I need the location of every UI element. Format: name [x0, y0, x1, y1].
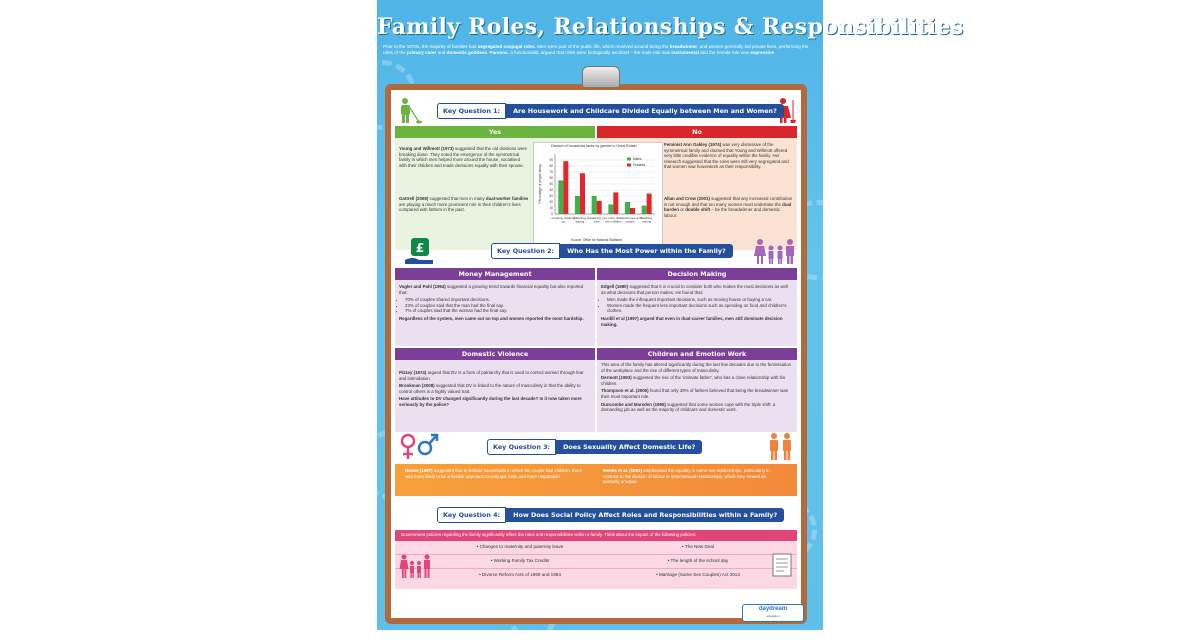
conclusion: Hardill et al (1997) argued that even in dual-career families, men still dominate decision making. — [601, 315, 783, 327]
bar-males — [642, 206, 647, 214]
bar-males — [558, 180, 563, 214]
bar-females — [613, 192, 618, 214]
bar-males — [592, 196, 597, 214]
question: Have attitudes to DV changed significantly during the last decade? Is it now taken more seriously by the police? — [399, 396, 582, 407]
list-item: • 23% of couples said that the man had the final say. — [405, 303, 591, 309]
key-question-2-text: Who Has the Most Power within the Family? — [560, 244, 733, 258]
policy-right-2: • The length of the school day — [667, 558, 729, 563]
paragraph: was very dismissive of the symmetrical family and claimed that Young and Willmott offered very little credible evidence of equality within the family. Her research suggested that the roles were still very segregated and that women saw housework as their responsibility. — [664, 142, 789, 170]
paragraph: emphasised the equality in same-sex relationships, particularly in contrast to the division of labour in heterosexual relationships, which they viewed as primarily unequal. — [603, 468, 770, 485]
intro-term: Parsons — [489, 50, 508, 56]
svg-text:£: £ — [415, 241, 425, 255]
household-tasks-chart — [533, 150, 661, 236]
y-axis-label: Percentage of people doing — [538, 164, 542, 204]
policy-text: The length of the school day — [670, 558, 729, 563]
paragraph: suggested that it is crucial to consider both who makes the most decisions as well as what decisions that person makes. He found that: — [601, 284, 788, 295]
conclusion: Regardless of the system, men came out on top and women reported the most hardship. — [399, 315, 584, 321]
bar-males — [575, 196, 580, 214]
legend-label: Males — [633, 157, 642, 161]
yes-text-2 — [399, 196, 529, 215]
citation: Young and Willmott (1973) — [399, 146, 454, 151]
daydream-logo — [742, 604, 804, 622]
y-tick-label: 0 — [551, 212, 553, 217]
y-tick-label: 90 — [549, 158, 553, 163]
poster-title: Family Roles, Relationships & Responsibilities — [377, 14, 964, 40]
children-text — [601, 362, 793, 415]
list-item: • Women made the frequent less important decisions such as spending on food and children's clothes. — [607, 303, 793, 314]
key-question-3-text: Does Sexuality Affect Domestic Life? — [556, 440, 702, 454]
document-icon — [771, 552, 795, 580]
family-group-icon — [399, 554, 433, 580]
no-header: No — [597, 126, 797, 138]
y-tick-label: 20 — [549, 200, 553, 205]
citation: Dermott (1993) — [601, 375, 632, 381]
x-tick-label: Cooking, washing up — [551, 216, 576, 224]
citation: Gattrell (2008) — [399, 196, 429, 201]
citation: Thompson et al. (2005) — [601, 388, 649, 394]
policy-text: Divorce Reform Acts of 1969 and 1984 — [481, 572, 561, 577]
money-header: Money Management — [395, 268, 595, 280]
key-question-4 — [437, 508, 784, 522]
legend-label: Females — [633, 163, 646, 167]
intro-segment: , and women generally led private lives, performing the roles of the — [383, 44, 809, 56]
paragraph: found that only 39% of fathers believed that being the breadwinner was their most important role. — [601, 388, 788, 399]
citation: Weeks et al. (1992) — [603, 468, 642, 473]
policy-text: Changes to maternity and paternity leave — [479, 544, 564, 549]
paragraph: suggested the rise of the 'intimate father', who has a close relationship with his children. — [601, 375, 786, 386]
intro-text — [383, 44, 817, 57]
citation: Edgell (1980) — [601, 284, 629, 289]
bar-males — [625, 202, 630, 214]
key-question-4-text: How Does Social Policy Affect Roles and Responsibilities within a Family? — [506, 508, 784, 522]
decision-header: Decision Making — [597, 268, 797, 280]
paragraph: suggested that DV is linked to the nature of masculinity in that the ability to control others is a highly valued trait. — [399, 383, 581, 394]
list-item: • 70% of couples shared important decisions. — [405, 297, 591, 303]
paragraph: are playing a much more prominent role in their children's lives compared with fathers in the past. — [399, 201, 521, 213]
legend-swatch — [627, 164, 631, 167]
term: dual burden — [664, 201, 792, 213]
paragraph: suggested that any increased contribution is not enough and that too many women must undertake the — [664, 196, 793, 207]
y-tick-label: 70 — [549, 170, 553, 175]
policy-right-3: • Marriage (Same Sex Couples) Act 2013 — [656, 572, 740, 577]
list-item: • 7% of couples said that the woman had the final say. — [405, 308, 591, 314]
intro-term: breadwinner — [669, 44, 698, 49]
y-tick-label: 30 — [549, 194, 553, 199]
kq3-right-text — [603, 468, 783, 487]
citation: Feminist Ann Oakley (1974) — [664, 142, 722, 147]
intro-segment: . Men were part of the public life, which revolved around being the — [534, 44, 670, 49]
no-text-2 — [664, 196, 794, 220]
x-tick-label: Washing, ironing — [640, 216, 653, 224]
paragraph: suggested that men in many — [428, 196, 486, 201]
intro-segment: . — [486, 50, 490, 56]
key-question-1 — [437, 104, 784, 118]
key-question-3-key: Key Question 3: — [487, 439, 556, 455]
intro-term: instrumental — [671, 50, 699, 56]
key-question-3 — [487, 440, 702, 454]
intro-segment: . — [774, 50, 776, 56]
citation: Duncombe and Marsden (1995) — [601, 401, 666, 407]
policy-left-3: • Divorce Reform Acts of 1969 and 1984 — [479, 572, 561, 577]
paragraph: – be the breadwinner and domestic labour. — [664, 207, 780, 218]
paragraph: suggested that the old divisions were breaking down. They noted the emergence of the symmetrical family in which men helped more around the house, socialised with their children and made decisions equally with their spouse. — [399, 146, 527, 168]
bar-females — [563, 161, 568, 214]
intro-segment: Prior to the 1970s, the majority of families had — [383, 44, 478, 49]
x-tick-label: Care of own children — [604, 216, 622, 224]
policy-text: The New Deal — [684, 544, 714, 549]
paragraph: suggested a growing trend towards financial equality but also reported that: — [399, 284, 584, 295]
dv-header: Domestic Violence — [395, 348, 595, 360]
x-tick-label: Maintenance and repairs — [618, 216, 642, 224]
x-tick-label: Cleaning, tidying — [573, 216, 587, 224]
paragraph: suggested that in lesbian households in which the couple had children, there was more likely to be a flexible approach to conjugal roles and more negotiation. — [405, 468, 583, 479]
citation: Vogler and Pahl (1994) — [399, 284, 446, 289]
bar-males — [608, 204, 613, 214]
yes-text-1 — [399, 146, 529, 170]
policy-right-1: • The New Deal — [682, 544, 714, 549]
family-icon — [753, 238, 797, 266]
paragraph: This area of the family has altered significantly during the last few decades due to the feminisation of the workplace and the rise of different types of masculinity. — [601, 362, 792, 373]
gender-symbols-icon — [399, 432, 439, 462]
paragraph: or — [678, 207, 686, 213]
y-tick-label: 10 — [549, 206, 553, 211]
policy-left-2: • Working Family Tax Credits — [490, 558, 550, 563]
intro-segment: and the female role was — [698, 50, 751, 56]
y-tick-label: 40 — [549, 188, 553, 193]
policy-left-1: • Changes to maternity and paternity leave — [476, 544, 564, 549]
citation: Allan and Crow (2001) — [664, 196, 710, 201]
clipboard-paper — [391, 90, 801, 618]
term: double shift — [685, 207, 711, 213]
legend-swatch — [627, 158, 631, 161]
citation: Pizzey (1974) — [399, 370, 427, 375]
kq3-left-text — [405, 468, 585, 481]
dv-text — [399, 370, 591, 410]
yes-header: Yes — [395, 126, 595, 138]
key-question-2-key: Key Question 2: — [491, 243, 560, 259]
intro-term: domestic goddess — [446, 50, 487, 56]
key-question-1-key: Key Question 1: — [437, 103, 506, 119]
y-tick-label: 60 — [549, 176, 553, 181]
clipboard-clip-icon — [582, 66, 620, 88]
bar-females — [597, 201, 602, 214]
bar-females — [647, 194, 652, 214]
key-question-4-key: Key Question 4: — [437, 507, 506, 523]
intro-term: segregated conjugal roles — [477, 44, 535, 49]
key-question-2 — [491, 244, 733, 258]
y-tick-label: 80 — [549, 164, 553, 169]
divider — [395, 568, 797, 569]
money-hand-icon — [405, 238, 435, 266]
intro-segment: and — [436, 50, 447, 56]
paragraph: suggested that some women cope with the triple shift: a demanding job as well as the majority of childcare and domestic work. — [601, 401, 776, 413]
decision-text — [601, 284, 793, 329]
children-header: Children and Emotion Work — [597, 348, 797, 360]
policy-text: Marriage (Same Sex Couples) Act 2013 — [658, 572, 740, 577]
intro-segment: , a functionalist, argued that roles were biologically ascribed – the male role was — [507, 50, 672, 56]
divider — [395, 554, 797, 555]
no-text-1 — [664, 142, 794, 172]
paragraph: argued that DV is a form of patriarchy that is used to control women through fear and intimidation. — [399, 370, 584, 381]
x-tick-label: Gardening, pet care — [586, 216, 607, 224]
money-text — [399, 284, 591, 324]
chart-source: Source: Office for National Statistics — [571, 238, 622, 242]
same-sex-couple-icon — [767, 432, 795, 462]
key-question-1-text: Are Housework and Childcare Divided Equally between Men and Women? — [506, 104, 784, 118]
logo-name: daydream — [758, 606, 788, 612]
intro-term: expressive — [750, 50, 775, 56]
citation: Brookman (2008) — [399, 383, 435, 389]
chart-title: Division of household tasks by gender in Great Britain — [551, 144, 637, 148]
y-tick-label: 50 — [549, 182, 553, 187]
list-item: • Men made the infrequent important decisions, such as moving house or buying a car. — [607, 297, 793, 303]
bar-females — [630, 208, 635, 214]
term: dual-worker families — [485, 196, 529, 201]
intro-term: primary carer — [407, 50, 437, 56]
bar-females — [580, 173, 585, 214]
policy-text: Working Family Tax Credits — [493, 558, 550, 563]
kq4-banner-text: Government policies regarding the family significantly affect the roles and responsibilities within a family. Think about the impact of the following policies: — [401, 532, 697, 537]
poster — [377, 0, 964, 630]
logo-sub: education — [766, 614, 780, 618]
citation: Dunne (1997) — [405, 468, 433, 473]
housework-man-icon — [395, 96, 421, 124]
